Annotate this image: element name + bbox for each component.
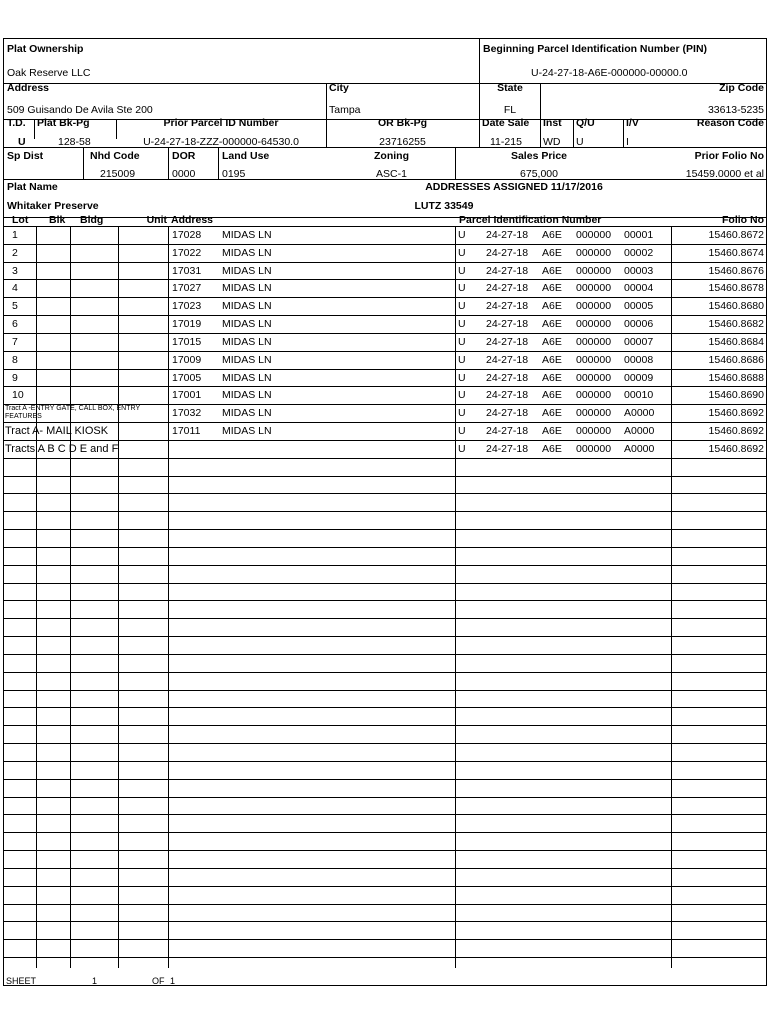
nhd-value: 215009 (100, 168, 136, 180)
row-blk: 000000 (576, 264, 612, 277)
pin-value: U-24-27-18-A6E-000000-00000.0 (531, 67, 688, 79)
row-blk: 000000 (576, 353, 612, 366)
row-blk: 000000 (576, 407, 612, 420)
col-unit: Unit (146, 214, 167, 226)
row-num: 17011 (172, 425, 201, 438)
row-folio: 15460.8692 (708, 407, 764, 420)
row-num: 17032 (172, 407, 202, 420)
row-t: U (458, 442, 466, 455)
row-lotno: 00009 (624, 371, 654, 384)
row-lotno: A0000 (624, 442, 655, 455)
grid-row-rule (4, 244, 766, 245)
salesprice-value: 675,000 (520, 168, 558, 180)
row-strap: 24-27-18 (486, 246, 529, 259)
row-lot: Tracts A B C D E and F (5, 442, 119, 455)
col-lot: Lot (12, 214, 29, 226)
row-t: U (458, 264, 466, 277)
grid-row-rule (4, 547, 766, 548)
row-strap: 24-27-18 (486, 300, 529, 313)
row-blk: 000000 (576, 335, 612, 348)
row-t: U (458, 371, 466, 384)
row-street: MIDAS LN (222, 389, 272, 402)
row-lot: 7 (12, 335, 18, 348)
zip-label: Zip Code (719, 82, 764, 94)
row-t: U (458, 353, 466, 366)
grid-row-rule (4, 369, 766, 370)
row-sub: A6E (542, 229, 562, 241)
row-t: U (458, 407, 466, 420)
grid-row-rule (4, 529, 766, 530)
grid-row-rule (4, 297, 766, 298)
of-number: 1 (170, 976, 176, 986)
row-lotno: A0000 (624, 407, 655, 420)
orbkpg-label: OR Bk-Pg (377, 117, 427, 129)
grid-row-rule (4, 511, 766, 512)
row-num: 17023 (172, 300, 202, 313)
grid-row-rule (4, 422, 766, 423)
grid-row-rule (4, 921, 766, 922)
row-folio: 15460.8672 (708, 229, 764, 241)
iv-label: I/V (626, 117, 639, 129)
row-num: 17005 (172, 371, 202, 384)
datesale-label: Date Sale (482, 117, 530, 129)
grid-row-rule (4, 262, 766, 263)
platname-value: Whitaker Preserve (7, 200, 99, 212)
grid-row-rule (4, 618, 766, 619)
orbkpg-value: 23716255 (379, 136, 426, 148)
row-num: 17009 (172, 353, 202, 366)
row-folio: 15460.8678 (708, 282, 764, 295)
row-lotno: 00003 (624, 264, 654, 277)
row-strap: 24-27-18 (486, 318, 529, 331)
row-street: MIDAS LN (222, 425, 272, 438)
row-street: MIDAS LN (222, 335, 272, 348)
address-label: Address (7, 82, 50, 94)
row-t: U (458, 425, 466, 438)
addresses-assigned: ADDRESSES ASSIGNED 11/17/2016 (425, 181, 603, 193)
row-lotno: 00008 (624, 353, 654, 366)
grid-row-rule (4, 904, 766, 905)
row-lot: 10 (12, 389, 24, 402)
row-folio: 15460.8688 (708, 371, 764, 384)
grid-row-rule (4, 832, 766, 833)
grid-row-rule (4, 868, 766, 869)
row-sub: A6E (542, 425, 562, 438)
row-blk: 000000 (576, 389, 612, 402)
qu-value: U (576, 136, 584, 148)
sheet-label: SHEET (6, 976, 37, 986)
city-value: Tampa (329, 104, 361, 116)
rule (479, 119, 480, 147)
grid-row-rule (4, 957, 766, 958)
row-num: 17015 (172, 335, 202, 348)
row-t: U (458, 318, 466, 331)
row-sub: A6E (542, 371, 562, 384)
row-num: 17019 (172, 318, 202, 331)
grid-row-rule (4, 654, 766, 655)
rule (540, 119, 541, 147)
zoning-label: Zoning (374, 150, 409, 162)
td-value: U (18, 136, 26, 148)
row-blk: 000000 (576, 371, 612, 384)
iv-value: I (626, 136, 629, 148)
platbkpg-label: Plat Bk-Pg (37, 117, 90, 129)
grid-row-rule (4, 600, 766, 601)
row-street: MIDAS LN (222, 246, 272, 259)
of-label: OF (152, 976, 165, 986)
grid-row-rule (4, 939, 766, 940)
grid-row-rule (4, 458, 766, 459)
grid-row-rule (4, 690, 766, 691)
landuse-value: 0195 (222, 168, 246, 180)
row-lot: 9 (12, 371, 18, 384)
row-strap: 24-27-18 (486, 407, 529, 420)
state-value: FL (503, 104, 517, 116)
row-lot: 5 (12, 300, 18, 313)
grid-row-rule (4, 476, 766, 477)
row-blk: 000000 (576, 229, 612, 241)
rule (623, 119, 624, 147)
rule (326, 83, 327, 119)
row-num: 17001 (172, 389, 202, 402)
grid-row-rule (4, 583, 766, 584)
row-blk: 000000 (576, 246, 612, 259)
grid-row-rule (4, 493, 766, 494)
row-lot: 8 (12, 353, 18, 366)
col-folio: Folio No (722, 214, 764, 226)
grid-row-rule (4, 672, 766, 673)
row-lotno: 00005 (624, 300, 654, 313)
row-sub: A6E (542, 282, 562, 295)
dor-label: DOR (172, 150, 196, 162)
rule (540, 83, 541, 119)
row-sub: A6E (542, 246, 562, 259)
grid-row-rule (4, 279, 766, 280)
row-blk: 000000 (576, 318, 612, 331)
grid-row-rule (4, 761, 766, 762)
row-folio: 15460.8674 (708, 246, 764, 259)
row-street: MIDAS LN (222, 318, 272, 331)
rule (83, 147, 84, 179)
inst-label: Inst (543, 117, 562, 129)
priorfolio-value: 15459.0000 et al (685, 168, 764, 180)
row-lotno: 00010 (624, 389, 654, 402)
row-strap: 24-27-18 (486, 229, 529, 241)
row-t: U (458, 300, 466, 313)
grid-col-rule (118, 226, 119, 968)
row-t: U (458, 389, 466, 402)
grid-row-rule (4, 226, 766, 227)
grid-row-rule (4, 814, 766, 815)
state-label: State (497, 82, 523, 94)
row-lot: 1 (12, 229, 18, 241)
row-folio: 15460.8682 (708, 318, 764, 331)
qu-label: Q/U (576, 117, 595, 129)
row-lot: 2 (12, 246, 18, 259)
row-strap: 24-27-18 (486, 371, 529, 384)
grid-row-rule (4, 886, 766, 887)
platbkpg-value: 128-58 (58, 136, 91, 148)
td-label: T.D. (7, 117, 26, 129)
row-street: MIDAS LN (222, 300, 272, 313)
row-street: MIDAS LN (222, 229, 272, 241)
row-strap: 24-27-18 (486, 442, 529, 455)
grid-col-rule (168, 226, 169, 968)
row-sub: A6E (542, 335, 562, 348)
grid-row-rule (4, 636, 766, 637)
row-lotno: A0000 (624, 425, 655, 438)
grid-row-rule (4, 797, 766, 798)
rule (573, 119, 574, 147)
row-num: 17022 (172, 246, 202, 259)
reason-label: Reason Code (696, 117, 764, 129)
row-lot: Tract A -ENTRY GATE, CALL BOX, ENTRY FEATURES (5, 404, 140, 420)
row-folio: 15460.8690 (708, 389, 764, 402)
row-street: MIDAS LN (222, 353, 272, 366)
plat-ownership-label: Plat Ownership (7, 43, 84, 55)
col-bldg: Bldg (80, 214, 104, 226)
grid-row-rule (4, 565, 766, 566)
row-folio: 15460.8686 (708, 353, 764, 366)
row-num: 17031 (172, 264, 202, 277)
row-strap: 24-27-18 (486, 389, 529, 402)
rule (218, 147, 219, 179)
row-street: MIDAS LN (222, 371, 272, 384)
row-blk: 000000 (576, 282, 612, 295)
salesprice-label: Sales Price (510, 150, 568, 162)
landuse-label: Land Use (222, 150, 270, 162)
grid-row-rule (4, 850, 766, 851)
row-sub: A6E (542, 442, 562, 455)
inst-value: WD (543, 136, 561, 148)
row-street: MIDAS LN (222, 407, 272, 420)
grid-col-rule (455, 226, 456, 968)
row-lotno: 00004 (624, 282, 654, 295)
sheet-number: 1 (92, 976, 98, 986)
row-lotno: 00002 (624, 246, 654, 259)
priorfolio-label: Prior Folio No (694, 150, 764, 162)
platname-label: Plat Name (7, 181, 58, 193)
spdist-label: Sp Dist (7, 150, 44, 162)
zip-value: 33613-5235 (707, 104, 764, 116)
row-sub: A6E (542, 353, 562, 366)
grid-row-rule (4, 351, 766, 352)
pin-label: Beginning Parcel Identification Number (PIN) (483, 43, 708, 55)
row-blk: 000000 (576, 425, 612, 438)
row-sub: A6E (542, 318, 562, 331)
row-num: 17028 (172, 229, 202, 241)
row-strap: 24-27-18 (486, 335, 529, 348)
row-strap: 24-27-18 (486, 425, 529, 438)
grid-row-rule (4, 725, 766, 726)
row-lotno: 00006 (624, 318, 654, 331)
grid-row-rule (4, 386, 766, 387)
grid-col-rule (36, 226, 37, 968)
row-lot: 6 (12, 318, 18, 331)
prior-parcel-label: Prior Parcel ID Number (163, 117, 279, 129)
col-blk: Blk (49, 214, 66, 226)
plat-address-sheet (3, 38, 767, 986)
city-label: City (329, 82, 349, 94)
city-zip: LUTZ 33549 (414, 200, 474, 212)
row-lot: 3 (12, 264, 18, 277)
rule (479, 39, 480, 83)
row-t: U (458, 282, 466, 295)
row-strap: 24-27-18 (486, 264, 529, 277)
row-blk: 000000 (576, 300, 612, 313)
row-sub: A6E (542, 264, 562, 277)
grid-row-rule (4, 440, 766, 441)
nhd-label: Nhd Code (90, 150, 140, 162)
row-sub: A6E (542, 407, 562, 420)
rule (34, 119, 35, 139)
grid-row-rule (4, 779, 766, 780)
row-lot: Tract A- MAIL KIOSK (5, 425, 109, 438)
row-lotno: 00001 (624, 229, 654, 241)
row-folio: 15460.8692 (708, 442, 764, 455)
row-sub: A6E (542, 389, 562, 402)
row-folio: 15460.8680 (708, 300, 764, 313)
plat-ownership-value: Oak Reserve LLC (7, 67, 91, 79)
grid-col-rule (70, 226, 71, 968)
row-num: 17027 (172, 282, 202, 295)
row-t: U (458, 229, 466, 241)
row-t: U (458, 335, 466, 348)
row-folio: 15460.8684 (708, 335, 764, 348)
row-folio: 15460.8676 (708, 264, 764, 277)
rule (168, 147, 169, 179)
grid-row-rule (4, 743, 766, 744)
grid-row-rule (4, 707, 766, 708)
row-t: U (458, 246, 466, 259)
row-folio: 15460.8692 (708, 425, 764, 438)
dor-value: 0000 (172, 168, 196, 180)
grid-row-rule (4, 333, 766, 334)
row-strap: 24-27-18 (486, 353, 529, 366)
row-lotno: 00007 (624, 335, 654, 348)
row-strap: 24-27-18 (486, 282, 529, 295)
row-street: MIDAS LN (222, 264, 272, 277)
row-street: MIDAS LN (222, 282, 272, 295)
col-pin: Parcel Identification Number (459, 214, 602, 226)
address-grid (4, 226, 766, 968)
zoning-value: ASC-1 (376, 168, 407, 180)
prior-parcel-value: U-24-27-18-ZZZ-000000-64530.0 (143, 136, 299, 148)
grid-row-rule (4, 315, 766, 316)
row-sub: A6E (542, 300, 562, 313)
address-value: 509 Guisando De Avila Ste 200 (7, 104, 153, 116)
row-lot: 4 (12, 282, 18, 295)
row-blk: 000000 (576, 442, 612, 455)
datesale-value: 11-215 (490, 136, 522, 148)
col-address: Address (171, 214, 214, 226)
